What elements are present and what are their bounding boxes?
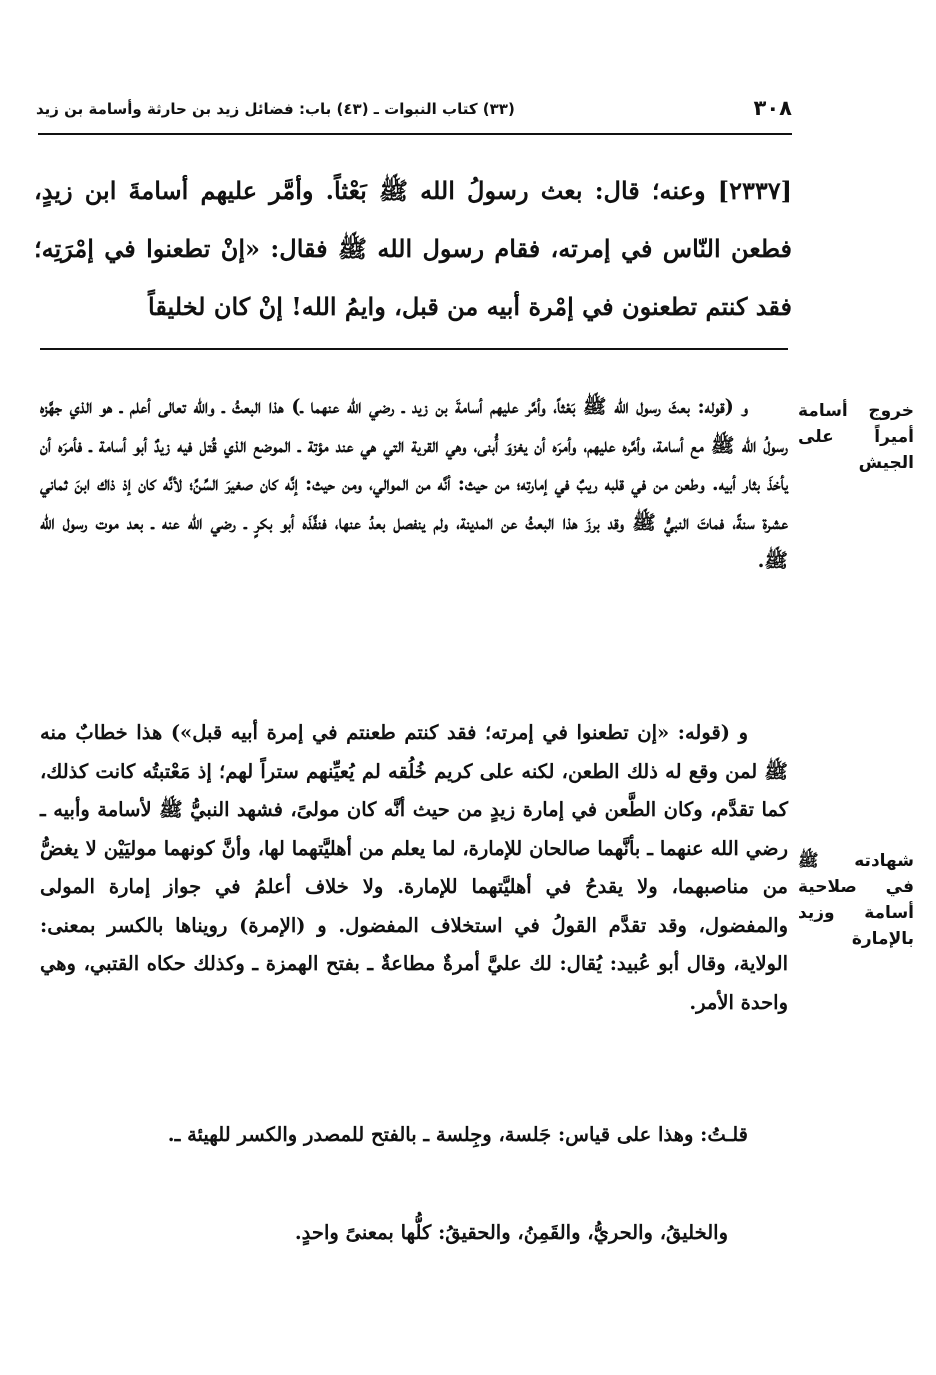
commentary-paragraph-4 bbox=[40, 1214, 728, 1253]
paragraph-text: والخليقُ، والحريُّ، والقَمِنُ، والحقيقُ: كلُّها بمعنىً واحدٍ. bbox=[294, 1221, 728, 1244]
paragraph-text: و (قوله: بعثَ رسول الله ﷺ بَعْثاً، وأمَّر عليهم أسامةَ بن زيد ـ رضي الله عنهما ـ) هذا البعثُ ـ والله تعالى أعلم ـ هو الذي جهَّزه رسولُ الله ﷺ مع أسامة، وأمَّره عليهم، وأمرَه أن يغزوَ أُبنى، وهي القرية التي هي عند مؤتة ـ الموضع الذي قُتل فيه زيدٌ أبو أسامة ـ فأمرَه أن يأخذَ بثار أبيه. وطعن من في قلبه ريبٌ في إمارته؛ من حيث: أنَّه من الموالي، ومن حيث: إنَّه كان صغيرَ السِّنِّ؛ لأنَّه كان إذ ذاك ابنَ ثماني عشرة سنةً، فماتَ النبيُّ ﷺ وقد برزَ هذا البعثُ عن المدينة، ولم ينفصل بعدُ عنها، فنفَّذَه أبو بكرٍ ـ رضي الله عنه ـ بعد موت رسول الله ﷺ. bbox=[40, 395, 788, 572]
hadith-text: [٢٣٣٧] وعنه؛ قال: بعث رسولُ الله ﷺ بَعْثاً. وأمَّر عليهم أسامةَ ابن زيدٍ، فطعن النّاس في إمرته، فقام رسول الله ﷺ فقال: «إنْ تطعنوا في إمْرَتِه؛ فقد كنتم تطعنون في إمْرة أبيه من قبل، وايمُ الله! إنْ كان لخليقاً bbox=[34, 176, 792, 321]
paragraph-text: و (قوله: «إن تطعنوا في إمرته؛ فقد كنتم طعنتم في إمرة أبيه قبل») هذا خطابٌ منه ﷺ لمن وقع له ذلك الطعن، لكنه على كريم خُلُقه لم يُعيِّنهم ستراً لهم؛ إذ مَعْتبتُه كانت كذلك، كما تقدَّم، وكان الطَّعن في إمارة زيدٍ من حيث أنَّه كان مولىً، فشهد النبيُّ ﷺ لأسامة وأبيه ـ رضي الله عنهما ـ بأنَّهما صالحان للإمارة، لما يعلم من أهليَّتهما لها، وأنَّ كونهما موليَيْن لا يغضُّ من مناصبهما، ولا يقدحُ في أهليَّتهما للإمارة. ولا خلاف أعلمُ في جواز إمارة المولى والمفضول، وقد تقدَّم القولُ في استخلاف المفضول. و (الإمرة) رويناها بالكسر بمعنى: الولاية، وقال أبو عُبيد: يُقال: لك عليَّ أمرةٌ مطاعةٌ ـ بفتح الهمزة ـ وكذلك حكاه القتبي، وهي واحدة الأمر. bbox=[40, 721, 788, 1014]
running-header bbox=[36, 92, 792, 130]
header-rule bbox=[38, 133, 792, 135]
chapter-title: (٣٣) كتاب النبوات ـ (٤٣) باب: فضائل زيد بن حارثة وأسامة بن زيد bbox=[36, 100, 515, 118]
commentary-paragraph-1 bbox=[40, 388, 788, 581]
commentary-paragraph-2 bbox=[40, 714, 788, 1022]
section-divider bbox=[40, 348, 788, 350]
margin-note-1: خروج أسامة أميراً على الجيش bbox=[798, 401, 914, 473]
commentary-paragraph-3 bbox=[40, 1116, 788, 1155]
margin-note-2: شهادته ﷺ في صلاحية أسامة وزيد بالإمارة bbox=[798, 851, 914, 949]
paragraph-text: قلـتُ: وهذا على قياس: جَلسة، وجِلسة ـ بالفتح للمصدر والكسر للهيئة ـ. bbox=[167, 1123, 748, 1146]
page-number: ٣٠٨ bbox=[753, 96, 792, 120]
